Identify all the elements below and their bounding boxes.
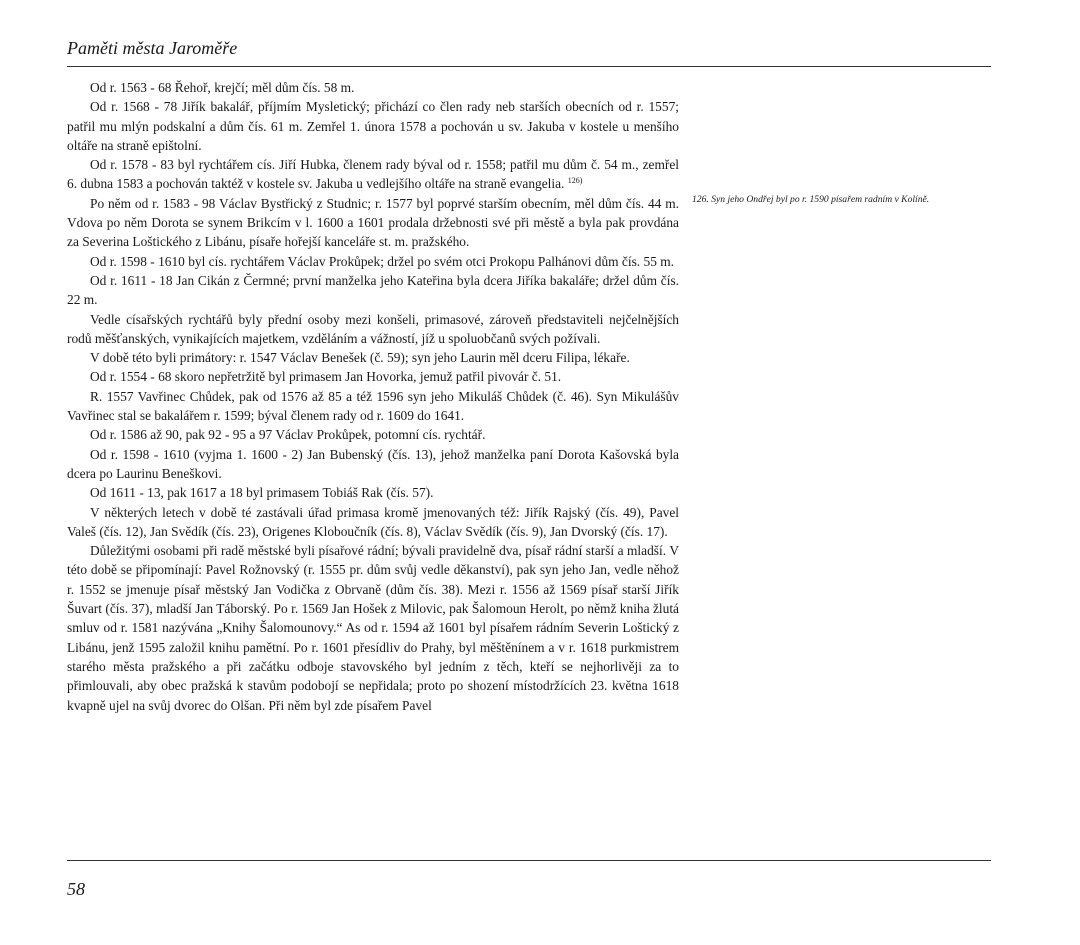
paragraph: R. 1557 Vavřinec Chůdek, pak od 1576 až 85 a též 1596 syn jeho Mikuláš Chůdek (č. 46). Syn Mikulášův Vavřinec stal se bakalářem r. 1599; býval členem rady od r. 1609 do 1641. <box>67 388 679 424</box>
footnote-reference: 126) <box>567 176 583 186</box>
paragraph: V některých letech v době té zastávali úřad primasa kromě jmenovaných též: Jiřík Rajský (čís. 49), Pavel Valeš (čís. 12), Jan Svědík (čís. 23), Origenes Kloboučník (čís. 8), Václav Svědík (čís. 9), Jan Dvorský (čís. 17). <box>67 504 679 539</box>
paragraph: Od r. 1554 - 68 skoro nepřetržitě byl primasem Jan Hovorka, jemuž patřil pivovár č. 51. <box>90 369 562 385</box>
paragraph: Důležitými osobami při radě městské byli písařové rádní; bývali pravidelně dva, písař rádní starší a mladší. V této době se připomínají: Pavel Rožnovský (r. 1555 pr. dům svůj vedle děkanství), pak syn jeho Jan, vedle něhož r. 1552 se jmenuje písař městský Jan Vodička z Obrvaně (dům čís. 38). Mezi r. 1556 až 1569 písař starší Jiřík Šuvart (čís. 37), mladší Jan Táborský. Po r. 1569 Jan Hošek z Milovic, pak Šalomoun Herolt, po němž kniha žlutá smluv od r. 1581 nazývána „Knihy Šalomounovy.“ As od r. 1594 až 1601 byl písařem rádním Severin Loštický z Libánu, jenž 1595 založil knihu pamětní. Po r. 1601 přesídliv do Prahy, byl měštěnínem a v r. 1618 purkmistrem starého města pražského a při začátku odboje stavovského byl jedním z těch, kteří se nejhorlivěji za to přimlouvali, aby obec pražská k stavům podobojí se nepřidala; proto po shození místodržících 23. května 1618 kvapně ujel na svůj dvorec do Olšan. Při něm byl zde písařem Pavel <box>67 543 679 713</box>
paragraph: Od r. 1563 - 68 Řehoř, krejčí; měl dům čís. 58 m. <box>90 80 355 95</box>
paragraph: Po něm od r. 1583 - 98 Václav Bystřický z Studnic; r. 1577 byl poprvé starším obecním, měl dům čís. 44 m. Vdova po něm Dorota se synem Brikcím v l. 1600 a 1601 prodala držebnosti své při městě a byla pak provdána za Severina Loštického z Libánu, písaře hořejší kanceláře st. m. pražského. <box>67 195 679 250</box>
footer-rule <box>67 860 991 861</box>
header-rule <box>67 66 991 67</box>
paragraph: Od r. 1611 - 18 Jan Cikán z Čermné; první manželka jeho Kateřina byla dcera Jiříka bakaláře; držel dům čís. 22 m. <box>67 272 679 308</box>
margin-footnote: 126. Syn jeho Ondřej byl po r. 1590 písařem radním v Kolíně. <box>692 194 930 205</box>
paragraph: Od r. 1568 - 78 Jiřík bakalář, příjmím Mysletický; přichází co člen rady neb starších obecních od r. 1557; patřil mu mlýn podskalní a dům čís. 61 m. Zemřel 1. února 1578 a pochován u sv. Jakuba v kostele u menšího oltáře na straně epištolní. <box>67 99 679 153</box>
running-header-title: Paměti města Jaroměře <box>67 38 238 58</box>
paragraph: V době této byli primátory: r. 1547 Václav Benešek (č. 59); syn jeho Laurin měl dceru Filipa, lékaře. <box>90 350 630 366</box>
paragraph: Vedle císařských rychtářů byly přední osoby mezi konšeli, primasové, zároveň představiteli nejčelnějších rodů měšťanských, vynikajících majetkem, vzděláním a vážností, jíž u spoluobčanů svých požívali. <box>67 311 679 346</box>
paragraph-text: Od r. 1578 - 83 byl rychtářem cís. Jiří Hubka, členem rady býval od r. 1558; patřil mu dům č. 54 m., zemřel 6. dubna 1583 a pochován taktéž v kostele sv. Jakuba u vedlejšího oltáře na straně evangelia. <box>67 157 679 192</box>
main-text-column <box>67 78 679 715</box>
paragraph: Od r. 1586 až 90, pak 92 - 95 a 97 Václav Prokůpek, potomní cís. rychtář. <box>90 427 486 443</box>
paragraph: Od 1611 - 13, pak 1617 a 18 byl primasem Tobiáš Rak (čís. 57). <box>90 485 434 501</box>
paragraph <box>67 155 679 194</box>
paragraph: Od r. 1598 - 1610 byl cís. rychtářem Václav Prokůpek; držel po svém otci Prokopu Palhánovi dům čís. 55 m. <box>90 253 675 269</box>
paragraph: Od r. 1598 - 1610 (vyjma 1. 1600 - 2) Jan Bubenský (čís. 13), jehož manželka paní Dorota Kašovská byla dcera po Laurinu Beneškovi. <box>67 446 679 481</box>
page-number: 58 <box>67 879 85 899</box>
